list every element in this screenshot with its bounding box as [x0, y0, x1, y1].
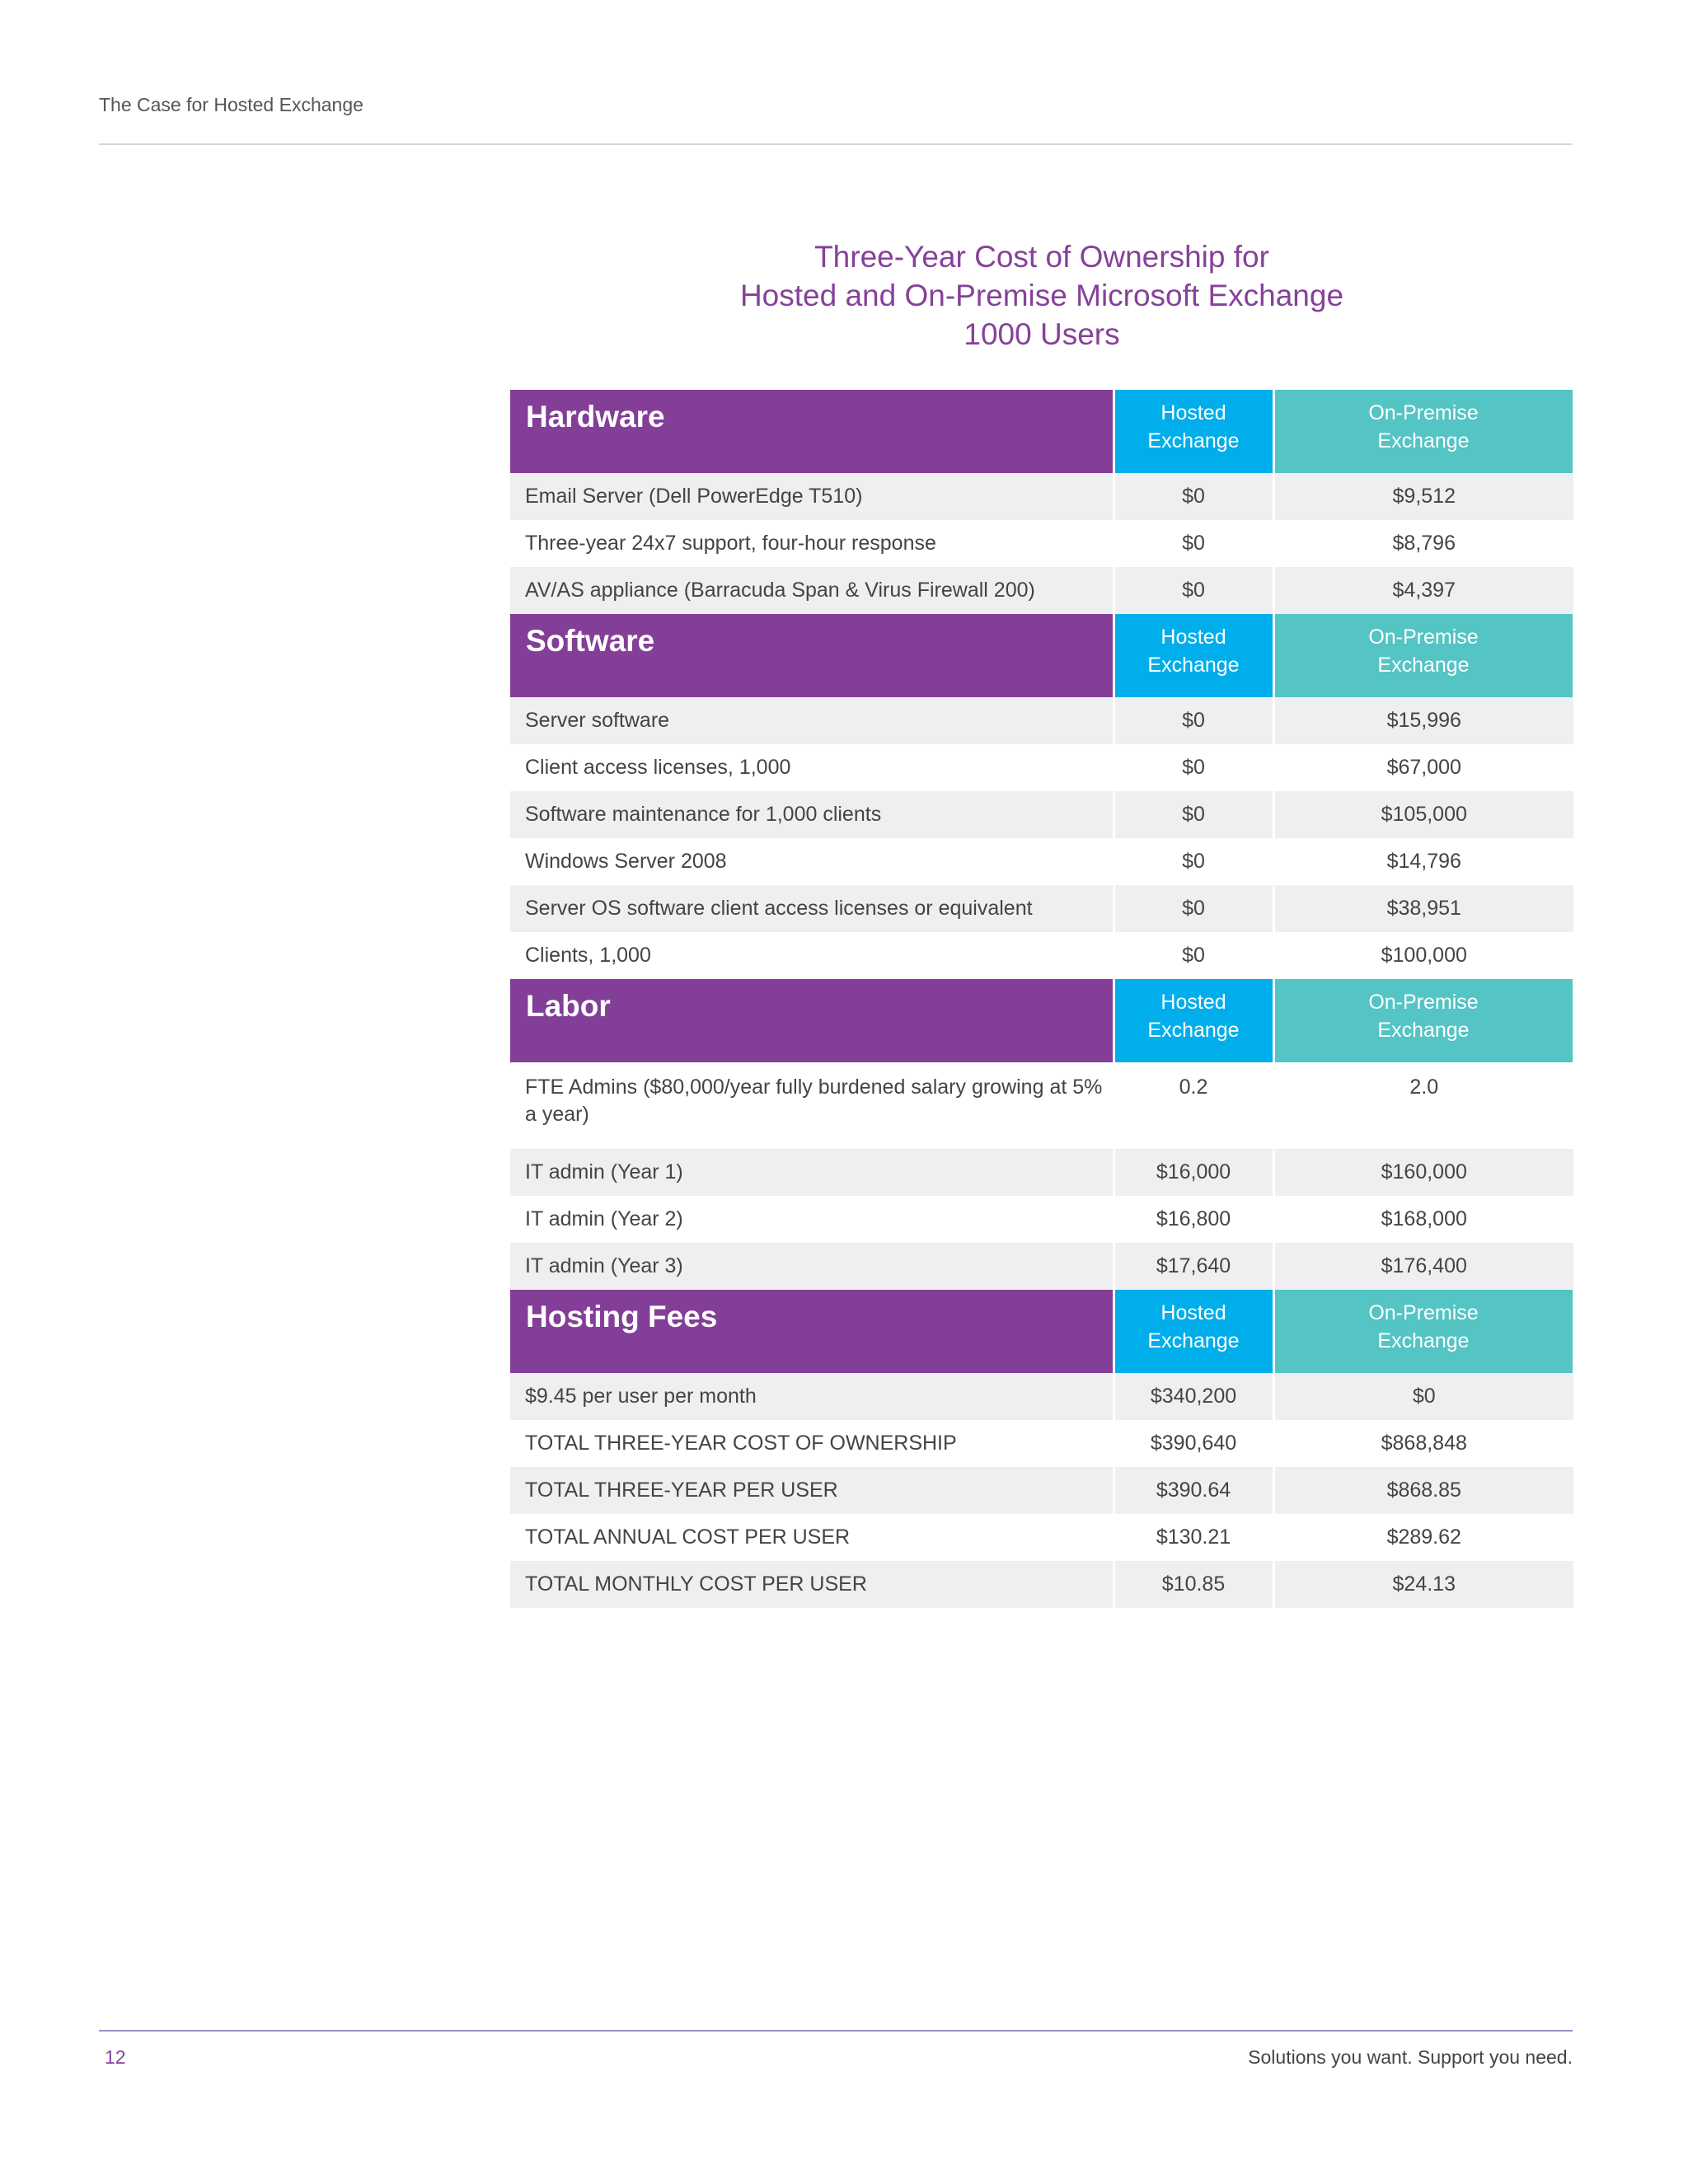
onprem-value: $8,796	[1273, 520, 1573, 567]
row-label: Client access licenses, 1,000	[510, 744, 1114, 791]
onprem-value: $14,796	[1273, 838, 1573, 885]
section-header-hosting-fees	[510, 1290, 1573, 1373]
table-row	[510, 838, 1573, 885]
onprem-value: $4,397	[1273, 567, 1573, 614]
hosted-value: $0	[1114, 697, 1273, 744]
table-row	[510, 1196, 1573, 1243]
table-row	[510, 1561, 1573, 1608]
table-row	[510, 791, 1573, 838]
row-label: IT admin (Year 1)	[510, 1149, 1114, 1196]
onprem-value: $176,400	[1273, 1243, 1573, 1290]
hosted-value: $0	[1114, 885, 1273, 932]
table-title	[510, 237, 1573, 354]
table-row	[510, 932, 1573, 979]
hosted-value: $390.64	[1114, 1467, 1273, 1514]
row-label: Software maintenance for 1,000 clients	[510, 791, 1114, 838]
onprem-value: $9,512	[1273, 473, 1573, 520]
row-label: Email Server (Dell PowerEdge T510)	[510, 473, 1114, 520]
table-row	[510, 744, 1573, 791]
onprem-value: $38,951	[1273, 885, 1573, 932]
page-number: 12	[105, 2046, 126, 2068]
row-label: AV/AS appliance (Barracuda Span & Virus Firewall 200)	[510, 567, 1114, 614]
hosted-column-header: Hosted Exchange	[1114, 1290, 1273, 1373]
header-rule	[99, 143, 1573, 145]
section-title-software: Software	[510, 614, 1114, 697]
onprem-value: $67,000	[1273, 744, 1573, 791]
onprem-column-header: On-Premise Exchange	[1273, 979, 1573, 1062]
hosted-value: $0	[1114, 791, 1273, 838]
onprem-value: $100,000	[1273, 932, 1573, 979]
row-label: IT admin (Year 3)	[510, 1243, 1114, 1290]
row-label: TOTAL THREE-YEAR COST OF OWNERSHIP	[510, 1420, 1114, 1467]
table-row	[510, 1149, 1573, 1196]
hosted-column-header: Hosted Exchange	[1114, 979, 1273, 1062]
table-row	[510, 1420, 1573, 1467]
hosted-value: $16,000	[1114, 1149, 1273, 1196]
row-label: FTE Admins ($80,000/year fully burdened salary growing at 5% a year)	[510, 1062, 1114, 1149]
table-row	[510, 697, 1573, 744]
onprem-column-header: On-Premise Exchange	[1273, 390, 1573, 473]
row-label: TOTAL ANNUAL COST PER USER	[510, 1514, 1114, 1561]
hosted-value: $0	[1114, 520, 1273, 567]
row-label: IT admin (Year 2)	[510, 1196, 1114, 1243]
hosted-value: $340,200	[1114, 1373, 1273, 1420]
row-label: Server software	[510, 697, 1114, 744]
row-label: TOTAL THREE-YEAR PER USER	[510, 1467, 1114, 1514]
running-head: The Case for Hosted Exchange	[99, 94, 363, 115]
cost-table	[510, 390, 1575, 1608]
section-header-software	[510, 614, 1573, 697]
onprem-column-header: On-Premise Exchange	[1273, 1290, 1573, 1373]
footer-tagline: Solutions you want. Support you need.	[1248, 2046, 1573, 2068]
onprem-value: $868.85	[1273, 1467, 1573, 1514]
row-label: Server OS software client access licenses or equivalent	[510, 885, 1114, 932]
hosted-value: $16,800	[1114, 1196, 1273, 1243]
onprem-value: $160,000	[1273, 1149, 1573, 1196]
section-title-hosting-fees: Hosting Fees	[510, 1290, 1114, 1373]
section-title-labor: Labor	[510, 979, 1114, 1062]
onprem-value: $0	[1273, 1373, 1573, 1420]
onprem-value: $24.13	[1273, 1561, 1573, 1608]
title-line-1: Three-Year Cost of Ownership for	[814, 240, 1269, 274]
title-line-2: Hosted and On-Premise Microsoft Exchange	[739, 279, 1344, 312]
table-row	[510, 1243, 1573, 1290]
section-title-hardware: Hardware	[510, 390, 1114, 473]
hosted-value: $0	[1114, 567, 1273, 614]
table-row	[510, 473, 1573, 520]
hosted-value: $0	[1114, 473, 1273, 520]
hosted-value: $17,640	[1114, 1243, 1273, 1290]
onprem-value: $15,996	[1273, 697, 1573, 744]
hosted-column-header: Hosted Exchange	[1114, 614, 1273, 697]
hosted-value: 0.2	[1114, 1062, 1273, 1149]
hosted-value: $390,640	[1114, 1420, 1273, 1467]
hosted-column-header: Hosted Exchange	[1114, 390, 1273, 473]
onprem-column-header: On-Premise Exchange	[1273, 614, 1573, 697]
hosted-value: $0	[1114, 932, 1273, 979]
hosted-value: $10.85	[1114, 1561, 1273, 1608]
onprem-value: 2.0	[1273, 1062, 1573, 1149]
section-header-labor	[510, 979, 1573, 1062]
hosted-value: $130.21	[1114, 1514, 1273, 1561]
table-row	[510, 1514, 1573, 1561]
row-label: $9.45 per user per month	[510, 1373, 1114, 1420]
table-row	[510, 1062, 1573, 1149]
title-line-3: 1000 Users	[964, 317, 1120, 351]
table-row	[510, 885, 1573, 932]
hosted-value: $0	[1114, 838, 1273, 885]
table-row	[510, 1467, 1573, 1514]
table-row	[510, 1373, 1573, 1420]
table-row	[510, 520, 1573, 567]
hosted-value: $0	[1114, 744, 1273, 791]
table-row	[510, 567, 1573, 614]
onprem-value: $105,000	[1273, 791, 1573, 838]
onprem-value: $868,848	[1273, 1420, 1573, 1467]
row-label: TOTAL MONTHLY COST PER USER	[510, 1561, 1114, 1608]
section-header-hardware	[510, 390, 1573, 473]
row-label: Three-year 24x7 support, four-hour response	[510, 520, 1114, 567]
row-label: Windows Server 2008	[510, 838, 1114, 885]
onprem-value: $289.62	[1273, 1514, 1573, 1561]
onprem-value: $168,000	[1273, 1196, 1573, 1243]
row-label: Clients, 1,000	[510, 932, 1114, 979]
footer-rule	[99, 2030, 1573, 2032]
